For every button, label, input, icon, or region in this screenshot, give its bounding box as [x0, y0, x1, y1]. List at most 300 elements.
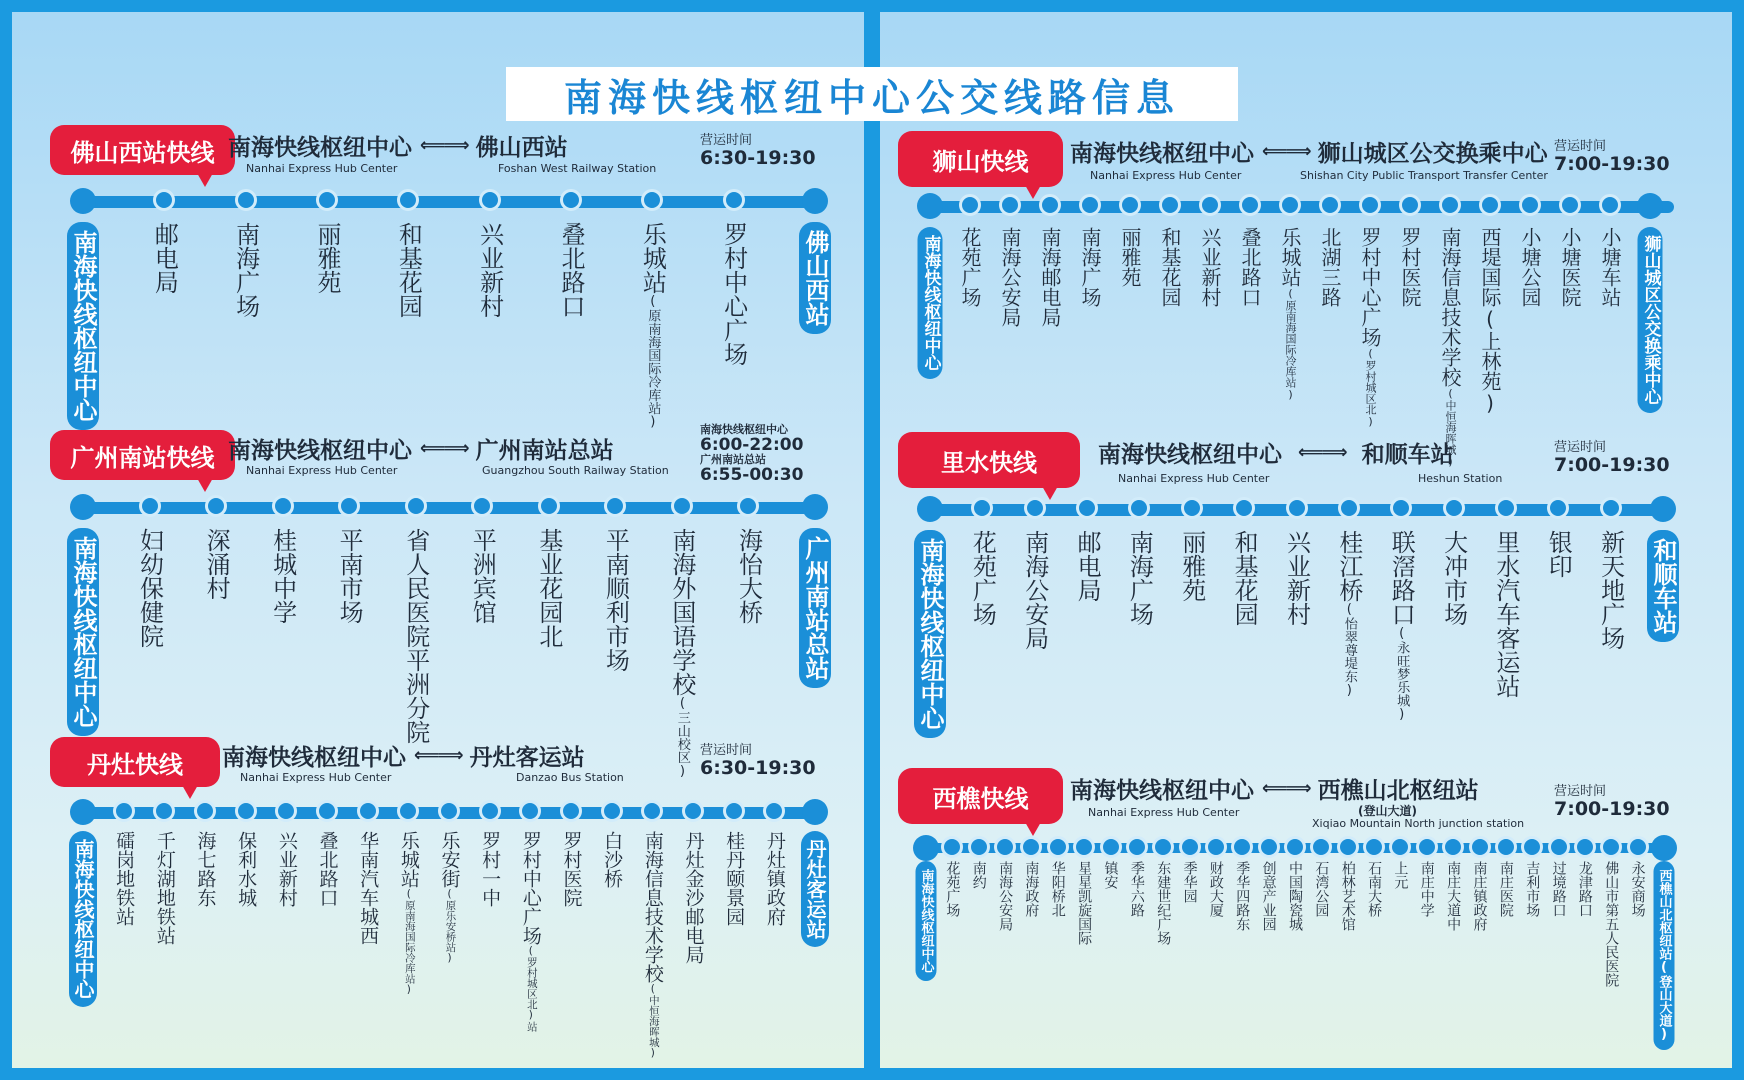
stop-item: [1080, 227, 1100, 307]
stop-marker: [479, 189, 501, 211]
stop-marker: [1651, 835, 1677, 861]
route-to: 广州南站总站: [475, 438, 614, 464]
stop-item: [1160, 227, 1180, 307]
stop-item: [268, 528, 297, 624]
stop-name: 南海邮电局: [1038, 227, 1062, 327]
stop-name: 乐安街: [438, 831, 461, 888]
stop-marker: [153, 800, 175, 822]
stop-name: 千灯湖地铁站: [153, 831, 176, 945]
stop-item: [684, 831, 703, 964]
stop-name: 创意产业园: [1260, 861, 1277, 931]
stop-name: 南庄医院: [1497, 861, 1514, 917]
stop-name: 柏林艺术馆: [1339, 861, 1356, 931]
stop-marker: [1233, 497, 1255, 519]
stop-name: 南海信息技术学校: [1438, 227, 1462, 387]
stop-item: [643, 831, 662, 1059]
hours-value: 6:30-19:30: [700, 147, 816, 169]
stop-marker: [671, 495, 693, 517]
stop-marker: [601, 800, 623, 822]
stop-name: 龙津路口: [1576, 861, 1593, 917]
stop-name: 桂江桥: [1334, 530, 1363, 602]
stop-note: (三山校区): [674, 696, 690, 779]
stop-marker: [1286, 497, 1308, 519]
route-to: 狮山城区公交换乘中心: [1317, 141, 1548, 167]
stop-item: [468, 528, 497, 624]
stop-marker: [1126, 836, 1148, 858]
stop-marker: [1559, 194, 1581, 216]
stop-item: [1631, 861, 1645, 917]
stop-marker: [802, 799, 828, 825]
stop-name: 乐城站: [638, 222, 667, 294]
stop-marker: [1574, 836, 1596, 858]
stop-name: 叠北路口: [316, 831, 339, 907]
stop-marker: [316, 189, 338, 211]
stop-marker: [1310, 836, 1332, 858]
stop-name: 叠北路口: [1238, 227, 1262, 307]
stop-marker: [1521, 836, 1543, 858]
stop-item: [1446, 861, 1460, 931]
stop-marker: [70, 799, 96, 825]
hours-value: 7:00-19:30: [1554, 153, 1670, 175]
terminal-end: 西樵山北枢纽站(登山大道): [1654, 861, 1675, 1050]
stop-name: 和基花园: [1230, 530, 1259, 626]
stop-marker: [1548, 836, 1570, 858]
stop-item: [235, 831, 258, 907]
stop-name: 南海政府: [1023, 861, 1040, 917]
stop-name: 罗村医院: [560, 831, 583, 907]
hours-b-value: 6:55-00:30: [700, 465, 804, 485]
stop-name: 兴业新村: [1198, 227, 1222, 307]
stop-marker: [1073, 836, 1095, 858]
stop-name: 大冲市场: [1439, 530, 1468, 626]
route-line: [72, 807, 820, 819]
stop-item: [318, 831, 337, 907]
stop-marker: [1079, 194, 1101, 216]
route-from-en: Nanhai Express Hub Center: [1088, 806, 1240, 819]
stop-marker: [913, 835, 939, 861]
stop-name: 南海广场: [1078, 227, 1102, 307]
stop-marker: [1519, 194, 1541, 216]
stop-name: 西堤国际(上林苑): [1478, 227, 1502, 415]
stop-marker: [1258, 836, 1280, 858]
stop-item: [1525, 861, 1539, 917]
stop-item: [1439, 530, 1468, 626]
stop-marker: [397, 800, 419, 822]
stop-name: 白沙桥: [601, 831, 624, 888]
stop-name: 和基花园: [394, 222, 423, 318]
stop-marker: [1469, 836, 1491, 858]
stop-name: 小塘车站: [1598, 227, 1622, 307]
stop-marker: [1650, 496, 1676, 522]
stop-marker: [479, 800, 501, 822]
hours-label: 营运时间: [1554, 139, 1607, 154]
stop-name: 兴业新村: [1282, 530, 1311, 626]
stop-name: 罗村中心广场: [1358, 227, 1382, 347]
stop-marker: [1600, 836, 1622, 858]
stop-name: 邮电局: [1073, 530, 1102, 602]
route-endpoints: [228, 129, 568, 162]
stop-item: [475, 222, 504, 318]
stop-marker: [1128, 497, 1150, 519]
stop-marker: [968, 836, 990, 858]
stop-item: [1393, 861, 1407, 889]
stop-item: [1314, 861, 1328, 917]
stop-name: 妇幼保健院: [135, 528, 164, 648]
stop-name: 南海公安局: [997, 861, 1014, 931]
stop-marker: [397, 189, 419, 211]
stop-item: [1604, 861, 1618, 987]
stop-marker: [70, 188, 96, 214]
stop-name: 花苑广场: [968, 530, 997, 626]
page-title: 南海快线枢纽中心公交线路信息: [506, 67, 1238, 121]
stop-name: 海怡大桥: [734, 528, 763, 624]
stop-name: 石湾公园: [1313, 861, 1330, 917]
stop-item: [1499, 861, 1513, 917]
terminal-start: 南海快线枢纽中心: [918, 227, 943, 379]
stop-item: [601, 528, 630, 672]
stop-name: 季华六路: [1128, 861, 1145, 917]
stop-item: [1600, 227, 1620, 307]
stop-item: [1183, 861, 1197, 903]
route-from-en: Nanhai Express Hub Center: [246, 162, 398, 175]
stop-marker: [1319, 194, 1341, 216]
stop-name: 石南大桥: [1366, 861, 1383, 917]
terminal-start: 南海快线枢纽中心: [67, 528, 99, 736]
stop-marker: [959, 194, 981, 216]
stop-name: 南庄镇政府: [1471, 861, 1488, 931]
stop-marker: [1181, 497, 1203, 519]
stop-item: [1341, 861, 1355, 931]
stop-item: [1040, 227, 1060, 327]
stop-marker: [604, 495, 626, 517]
terminal-end: 丹灶客运站: [801, 831, 829, 947]
stop-name: 和基花园: [1158, 227, 1182, 307]
stop-item: [1230, 530, 1259, 626]
stop-marker: [1179, 836, 1201, 858]
stop-marker: [153, 189, 175, 211]
stop-item: [231, 222, 260, 318]
route-endpoints: [222, 739, 585, 772]
stop-marker: [917, 193, 943, 219]
stop-marker: [1442, 836, 1464, 858]
stop-item: [521, 831, 540, 1032]
stop-name: 南海外国语学校: [667, 528, 696, 696]
stop-name: 南海信息技术学校: [641, 831, 664, 983]
route-line: [918, 504, 1674, 516]
stop-item: [1209, 861, 1223, 917]
stop-marker: [994, 836, 1016, 858]
stop-marker: [723, 800, 745, 822]
route-lishui: [898, 432, 1698, 732]
stop-item: [1104, 861, 1118, 889]
stop-marker: [971, 497, 993, 519]
stop-item: [765, 831, 784, 926]
route-line: [918, 201, 1674, 213]
stop-name: 小塘医院: [1558, 227, 1582, 307]
stop-item: [479, 831, 502, 907]
stop-item: [196, 831, 215, 907]
terminal-start: 南海快线枢纽中心: [914, 530, 946, 738]
stop-item: [1360, 227, 1380, 428]
stop-marker: [1152, 836, 1174, 858]
hours-value: 6:30-19:30: [700, 757, 816, 779]
stop-item: [155, 831, 174, 945]
stop-name: 季华四路东: [1234, 861, 1251, 931]
stop-name: 罗村一中: [479, 831, 502, 907]
stop-item: [1596, 530, 1625, 650]
stop-item: [277, 831, 296, 907]
stop-item: [1288, 861, 1302, 931]
hours-a-label: 南海快线枢纽中心: [700, 423, 788, 436]
route-endpoints: [228, 432, 614, 465]
stop-marker: [999, 194, 1021, 216]
terminal-start: 南海快线枢纽中心: [69, 831, 97, 1007]
stop-item: [1552, 861, 1566, 917]
stop-name: 丽雅苑: [313, 222, 341, 294]
stop-name: 北湖三路: [1318, 227, 1342, 307]
hours-label: 营运时间: [1554, 440, 1607, 455]
route-to-en: Foshan West Railway Station: [498, 162, 657, 175]
stop-name: 罗村中心广场: [519, 831, 542, 945]
stop-item: [1387, 530, 1416, 722]
two-way-arrow-icon: ⟸⟹: [420, 135, 468, 156]
stop-marker: [1338, 497, 1360, 519]
stop-marker: [194, 800, 216, 822]
stop-item: [394, 222, 423, 318]
stop-marker: [1231, 836, 1253, 858]
stop-name: 叠北路口: [557, 222, 585, 318]
stop-name: 桂丹颐景园: [723, 831, 746, 926]
route-badge: 丹灶快线: [50, 737, 220, 787]
stop-item: [202, 528, 231, 600]
stop-marker: [1279, 194, 1301, 216]
stop-item: [968, 530, 997, 626]
stop-marker: [802, 188, 828, 214]
route-endpoints: [1070, 772, 1479, 805]
route-to-en: Guangzhou South Railway Station: [482, 464, 669, 477]
stop-item: [998, 861, 1012, 931]
stop-name: 南庄中学: [1418, 861, 1435, 917]
stop-name: 保利水城: [235, 831, 258, 907]
stop-marker: [560, 800, 582, 822]
route-to: 佛山西站: [475, 135, 568, 161]
stop-item: [1578, 861, 1592, 917]
stop-name: 财政大厦: [1207, 861, 1224, 917]
stop-marker: [316, 800, 338, 822]
stop-item: [150, 222, 179, 294]
stop-name: 过境路口: [1550, 861, 1567, 917]
stop-item: [1177, 530, 1206, 602]
stop-marker: [1359, 194, 1381, 216]
stop-marker: [471, 495, 493, 517]
route-to-en: Heshun Station: [1418, 472, 1503, 485]
stop-name: 吉利市场: [1524, 861, 1541, 917]
stop-marker: [1416, 836, 1438, 858]
stop-marker: [641, 800, 663, 822]
stop-marker: [1547, 497, 1569, 519]
hours-label: 营运时间: [700, 133, 753, 148]
hours-value: 7:00-19:30: [1554, 798, 1670, 820]
stop-item: [1130, 861, 1144, 917]
stop-marker: [1284, 836, 1306, 858]
route-from-en: Nanhai Express Hub Center: [240, 771, 392, 784]
hours-value: 7:00-19:30: [1554, 454, 1670, 476]
stop-item: [1334, 530, 1363, 698]
stop-item: [1120, 227, 1140, 287]
stop-item: [1000, 227, 1020, 327]
route-to-extra: (登山大道): [1358, 804, 1417, 818]
stop-item: [1520, 227, 1540, 307]
stop-name: 永安商场: [1629, 861, 1646, 917]
stop-marker: [1337, 836, 1359, 858]
two-way-arrow-icon: ⟸⟹: [420, 438, 468, 459]
stop-note: (原南海国际冷库站): [1284, 287, 1297, 401]
stop-item: [1280, 227, 1300, 401]
route-to-en: Xiqiao Mountain North junction station: [1312, 817, 1525, 830]
route-endpoints: [1098, 436, 1454, 469]
stop-name: 桂城中学: [268, 528, 297, 624]
stop-note: (原乐安桥站): [443, 888, 456, 965]
stop-name: 基业花园北: [534, 528, 563, 648]
stop-item: [1473, 861, 1487, 931]
route-from-en: Nanhai Express Hub Center: [1118, 472, 1270, 485]
stop-item: [1156, 861, 1170, 945]
stop-name: 南约: [970, 861, 987, 889]
stop-name: 联滘路口: [1387, 530, 1416, 626]
route-foshan-west: [50, 125, 840, 430]
terminal-end: 佛山西站: [799, 222, 831, 334]
stop-name: 中国陶瓷城: [1287, 861, 1303, 931]
route-from-en: Nanhai Express Hub Center: [246, 464, 398, 477]
stop-marker: [1390, 497, 1412, 519]
stop-marker: [1199, 194, 1221, 216]
stop-name: 邮电局: [150, 222, 179, 294]
two-way-arrow-icon: ⟸⟹: [414, 745, 462, 766]
stop-item: [1320, 227, 1340, 307]
stop-name: 丽雅苑: [1177, 530, 1206, 602]
stop-name: 丹灶镇政府: [763, 831, 786, 926]
route-to: 西樵山北枢纽站: [1317, 778, 1479, 804]
stop-name: 丹灶金沙邮电局: [682, 831, 705, 964]
stop-item: [1262, 861, 1276, 931]
stop-marker: [519, 800, 541, 822]
stop-item: [562, 831, 581, 907]
route-danzao: [50, 737, 840, 1060]
stop-item: [1020, 530, 1049, 650]
stop-item: [335, 528, 364, 624]
stop-marker: [538, 495, 560, 517]
stop-item: [401, 528, 430, 744]
stop-item: [972, 861, 986, 889]
route-badge: 里水快线: [898, 432, 1080, 488]
stop-item: [1491, 530, 1520, 698]
stop-item: [601, 831, 624, 888]
stop-marker: [1024, 497, 1046, 519]
stop-note: (中恒海晖城): [1444, 387, 1457, 468]
stop-marker: [941, 836, 963, 858]
stop-name: 乐城站: [397, 831, 420, 888]
stop-marker: [338, 495, 360, 517]
stop-item: [1240, 227, 1260, 307]
route-badge: 佛山西站快线: [50, 125, 235, 175]
stop-marker: [917, 496, 943, 522]
stop-item: [1051, 861, 1065, 917]
terminal-end: 广州南站总站: [799, 528, 831, 688]
stop-name: 海七路东: [194, 831, 217, 907]
stop-marker: [235, 800, 257, 822]
two-way-arrow-icon: ⟸⟹: [1262, 778, 1310, 799]
route-to-en: Danzao Bus Station: [516, 771, 624, 784]
stop-marker: [1599, 194, 1621, 216]
stop-marker: [1239, 194, 1261, 216]
two-way-arrow-icon: ⟸⟹: [1262, 141, 1310, 162]
stop-marker: [113, 800, 135, 822]
route-from-en: Nanhai Express Hub Center: [1090, 169, 1242, 182]
stop-item: [945, 861, 959, 917]
stop-marker: [1600, 497, 1622, 519]
stop-marker: [641, 189, 663, 211]
stop-name: 兴业新村: [275, 831, 298, 907]
stop-name: 东建世纪广场: [1155, 861, 1172, 945]
stop-marker: [70, 494, 96, 520]
stop-name: 罗村中心广场: [719, 222, 748, 366]
stop-item: [638, 222, 667, 430]
stop-name: 丽雅苑: [1118, 227, 1142, 287]
route-from: 南海快线枢纽中心: [1070, 141, 1254, 167]
stop-name: 平南顺利市场: [601, 528, 630, 672]
stop-name: 银印: [1544, 530, 1573, 578]
stop-note: (原南海国际冷库站): [402, 888, 415, 996]
terminal-start: 南海快线枢纽中心: [67, 222, 99, 430]
stop-name: 罗村医院: [1398, 227, 1422, 307]
stop-marker: [1039, 194, 1061, 216]
stop-marker: [1443, 497, 1465, 519]
route-xiqiao: [898, 768, 1698, 1042]
route-badge: 广州南站快线: [50, 430, 235, 480]
stop-note: (罗村城区北)站: [524, 945, 537, 1032]
stop-name: 里水汽车客运站: [1491, 530, 1520, 698]
stop-item: [559, 222, 583, 318]
stop-marker: [1637, 193, 1663, 219]
route-to-en: Shishan City Public Transport Transfer Center: [1300, 169, 1548, 182]
stop-name: 南海公安局: [1020, 530, 1049, 650]
stop-item: [960, 227, 980, 307]
stop-marker: [723, 189, 745, 211]
stop-item: [1235, 861, 1249, 931]
stop-marker: [802, 494, 828, 520]
stop-name: 佛山市第五人民医院: [1603, 861, 1620, 987]
stop-name: 华南汽车城西: [357, 831, 380, 945]
stop-name: 新天地广场: [1596, 530, 1625, 650]
route-line: [72, 502, 820, 514]
stop-item: [1544, 530, 1573, 578]
route-badge: 西樵快线: [898, 768, 1063, 824]
route-line: [918, 843, 1658, 853]
stop-note: (罗村城区北): [1364, 347, 1377, 428]
stop-name: 华阳桥北: [1049, 861, 1066, 917]
stop-marker: [1495, 497, 1517, 519]
stop-item: [734, 528, 763, 624]
stop-marker: [1100, 836, 1122, 858]
route-badge: 狮山快线: [898, 131, 1063, 187]
stop-name: 星星凯旋国际: [1076, 861, 1093, 945]
stop-item: [135, 528, 164, 648]
route-from: 南海快线枢纽中心: [228, 135, 412, 161]
stop-marker: [1399, 194, 1421, 216]
stop-marker: [1389, 836, 1411, 858]
stop-item: [1367, 861, 1381, 917]
stop-item: [1125, 530, 1154, 626]
